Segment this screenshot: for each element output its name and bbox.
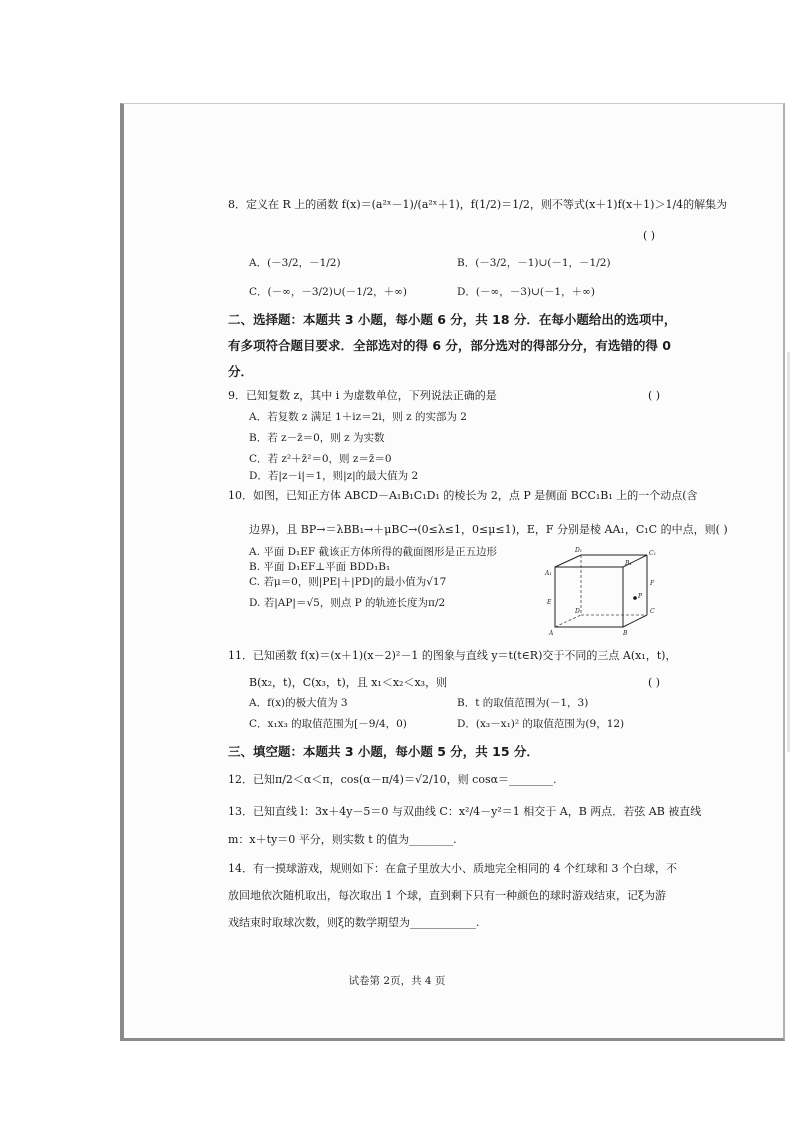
label-p: P — [638, 593, 643, 600]
q8-option-b: B．(－3/2，－1)∪(－1，－1/2) — [457, 257, 611, 269]
q14-line1: 14．有一摸球游戏，规则如下：在盒子里放大小、质地完全相同的 4 个红球和 3 个白球，不 — [228, 862, 677, 875]
q13-line1: 13．已知直线 l：3x＋4y－5＝0 与双曲线 C：x²/4－y²＝1 相交于 A，B 两点．若弦 AB 被直线 — [228, 805, 702, 818]
page-footer: 试卷第 2页，共 4 页 — [348, 975, 446, 987]
q9-option-b: B．若 z－z̄＝0，则 z 为实数 — [249, 432, 385, 444]
q8-stem: 8．定义在 R 上的函数 f(x)＝(a²ˣ－1)/(a²ˣ＋1)，f(1/2)＝1/2，则不等式(x＋1)f(x＋1)＞1/4的解集为 — [228, 198, 728, 211]
q14-line3: 戏结束时取球次数，则ξ的数学期望为____________. — [228, 916, 480, 929]
section2-line1: 二、选择题：本题共 3 小题，每小题 6 分，共 18 分．在每小题给出的选项中， — [228, 312, 677, 327]
q14-line2: 放回地依次随机取出，每次取出 1 个球，直到剩下只有一种颜色的球时游戏结束，记ξ为游 — [228, 889, 667, 902]
q9-answer-paren: ( ) — [648, 389, 661, 402]
label-e: E — [547, 599, 552, 606]
q10-option-a: A. 平面 D₁EF 截该正方体所得的截面图形是正五边形 — [249, 546, 498, 558]
cube-edge-bc — [623, 615, 647, 627]
label-a: A — [549, 630, 554, 637]
cube-figure — [543, 545, 658, 637]
section2-line3: 分． — [228, 364, 254, 379]
q10-option-c: C. 若μ＝0，则|PE|＋|PD|的最小值为√17 — [249, 576, 447, 588]
q11-option-d: D．(x₃－x₁)² 的取值范围为(9，12) — [457, 718, 625, 730]
label-b: B — [623, 630, 628, 637]
label-b1: B₁ — [625, 560, 632, 567]
q10-option-d: D. 若|AP|＝√5，则点 P 的轨迹长度为π/2 — [249, 597, 446, 609]
cube-edge-a1d1 — [555, 555, 581, 567]
q8-option-d: D．(－∞，－3)∪(－1，＋∞) — [457, 286, 595, 298]
q8-option-c: C．(－∞，－3/2)∪(－1/2，＋∞) — [249, 286, 408, 298]
q9-option-c: C．若 z²＋z̄²＝0，则 z＝z̄＝0 — [249, 453, 392, 465]
q11-option-c: C．x₁x₃ 的取值范围为[－9/4，0) — [249, 718, 407, 730]
label-d: D — [575, 608, 580, 615]
cube-hidden-edge-ad — [555, 615, 581, 627]
label-c1: C₁ — [649, 550, 656, 557]
q10-option-b: B. 平面 D₁EF⊥平面 BDD₁B₁ — [249, 561, 391, 573]
cube-front-face — [555, 567, 623, 627]
q11-option-a: A．f(x)的极大值为 3 — [249, 697, 348, 709]
q11-option-b: B．t 的取值范围为(－1，3) — [457, 697, 589, 709]
label-d1: D₁ — [575, 547, 583, 554]
label-a1: A₁ — [545, 570, 552, 577]
section2-line2: 有多项符合题目要求．全部选对的得 6 分，部分选对的得部分分，有选错的得 0 — [228, 338, 671, 353]
q12-text: 12．已知π/2＜α＜π，cos(α－π/4)＝√2/10，则 cosα＝________. — [228, 773, 557, 786]
q11-answer-paren: ( ) — [648, 676, 661, 689]
label-f: F — [650, 580, 655, 587]
label-c: C — [650, 608, 655, 615]
q9-stem: 9．已知复数 z，其中 i 为虚数单位，下列说法正确的是 — [228, 389, 497, 402]
q9-option-d: D．若|z－i|＝1，则|z|的最大值为 2 — [249, 470, 419, 482]
q11-stem-line2: B(x₂，t)，C(x₃，t)，且 x₁＜x₂＜x₃，则 — [249, 676, 448, 689]
scanner-edge — [787, 352, 790, 752]
section3-line1: 三、填空题：本题共 3 小题，每小题 5 分，共 15 分． — [228, 744, 539, 759]
q8-answer-paren: ( ) — [643, 229, 656, 242]
q10-stem-line2: 边界)，且 BP→＝λBB₁→＋μBC→(0≤λ≤1，0≤μ≤1)，E，F 分别是棱 AA₁，C₁C 的中点，则( ) — [249, 523, 728, 536]
q11-stem-line1: 11．已知函数 f(x)＝(x＋1)(x－2)²－1 的图象与直线 y＝t(t∈R)交于不同的三点 A(x₁，t)， — [228, 649, 677, 662]
q10-stem-line1: 10．如图，已知正方体 ABCD－A₁B₁C₁D₁ 的棱长为 2，点 P 是侧面 BCC₁B₁ 上的一个动点(含 — [228, 489, 698, 502]
q9-option-a: A．若复数 z 满足 1＋iz＝2i，则 z 的实部为 2 — [249, 411, 467, 423]
point-p-dot — [633, 596, 637, 600]
q8-option-a: A．(－3/2，－1/2) — [249, 257, 341, 269]
q13-line2: m：x＋ty＝0 平分，则实数 t 的值为________. — [228, 833, 457, 846]
